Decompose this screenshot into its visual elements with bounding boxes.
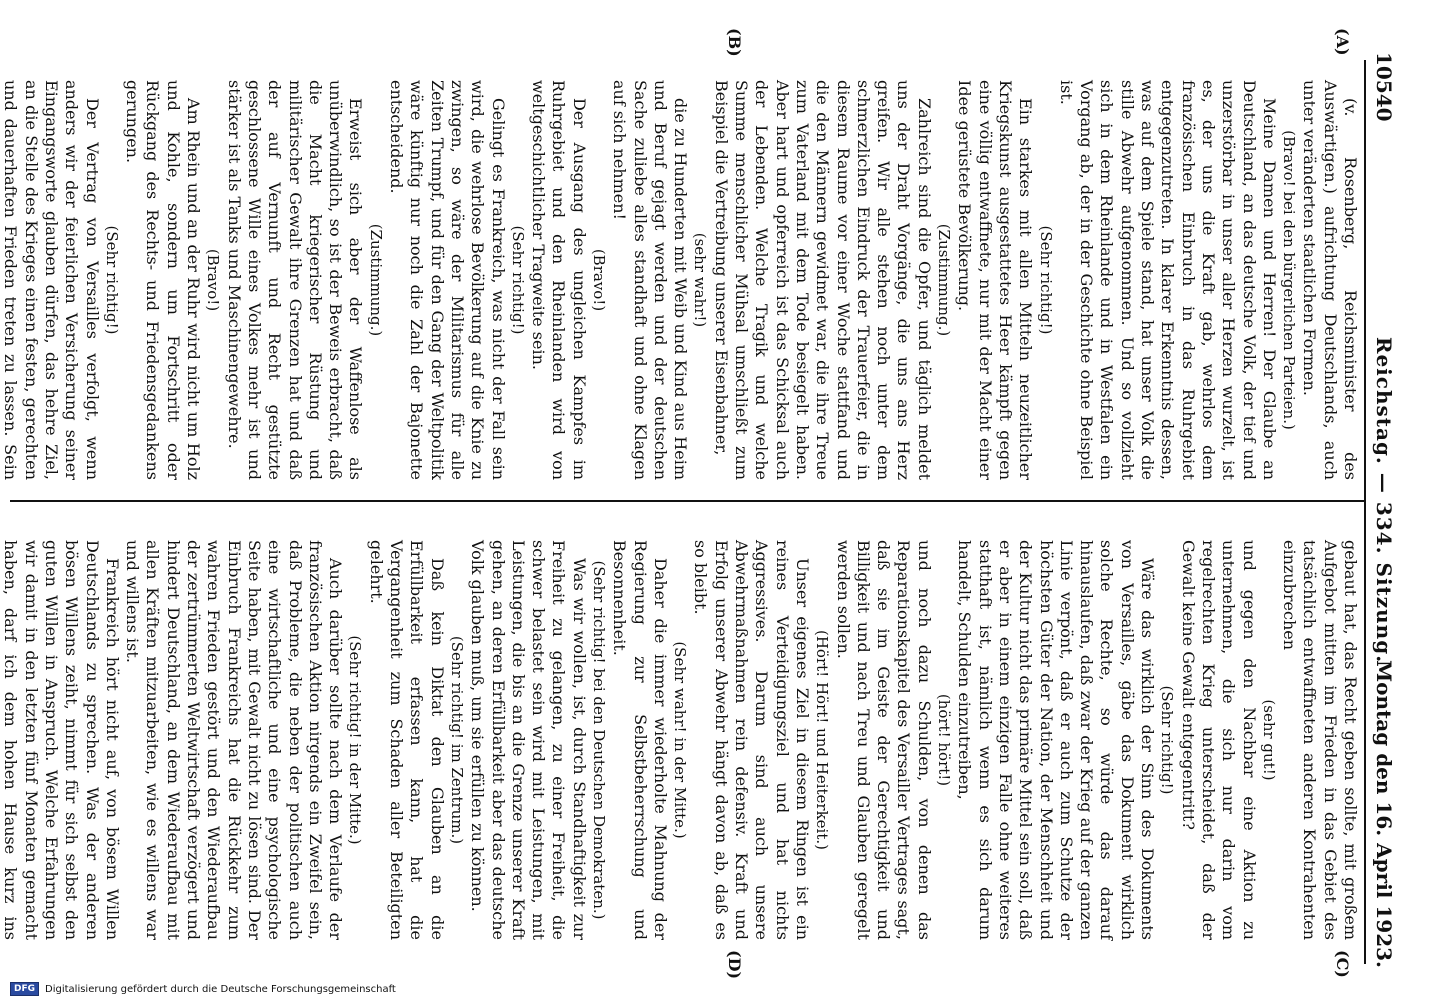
interjection: (Bravo!) xyxy=(204,248,223,312)
paragraph: Wäre das wirklich der Sinn des Dokuments von Versailles, gäbe das Dokument wirklich solche Rechte, so würde das darauf hinauslaufen, daß zwar der Krieg auf der ganzen Linie verpönt, daß er auch zum Schutze der höchsten Güter der Nation, der Menschheit und der Kultur nicht das primäre Mittel sein soll, daß er aber in einem einzigen Falle ohne weiteres statthaft ist, nämlich wenn es sich darum handelt, Schulden einzutreiben, xyxy=(955,540,1158,940)
interjection: (Sehr richtig! im Zentrum.) xyxy=(447,635,466,845)
interjection: (sehr gut!) xyxy=(1259,699,1278,781)
margin-marker-a: (A) xyxy=(1333,28,1352,56)
interjection: (Sehr richtig! in der Mitte.) xyxy=(346,635,365,845)
paragraph: Daher die immer wiederholte Mahnung der Regierung zur Selbstbeherrschung und Besonnenheit. xyxy=(610,540,670,940)
left-text-column xyxy=(0,80,1360,480)
margin-marker-b: (B) xyxy=(725,28,744,57)
paragraph: und gegen den Nachbar eine Aktion zu unternehmen, die sich nur darin vom regelrechten Krieg unterscheidet, daß der Gewalt keine Gewalt entgegentritt? xyxy=(1178,540,1259,940)
footer-credit: Digitalisierung gefördert durch die Deutsche Forschungsgemeinschaft xyxy=(45,983,396,995)
page-date: Montag den 16. April 1923. xyxy=(1372,660,1396,968)
paragraph: und noch dazu Schulden, von denen das Reparationskapitel des Versailler Vertrages sagt, daß sie im Geiste der Gerechtigkeit und Billigkeit und nach Treu und Glauben geregelt werden sollen. xyxy=(833,540,934,940)
paragraph: Frankreich hört nicht auf, von bösem Willen Deutschlands zu sprechen. Was der anderen bösen Willens zeiht, nimmt für sich selbst den guten Willen in Anspruch. Welche Erfahrungen wir damit in den letzten fünf Monaten gemacht haben, darf ich dem hohen Hause kurz ins xyxy=(1,540,122,940)
interjection: (Sehr richtig! bei den Deutschen Demokraten.) xyxy=(590,560,609,920)
paragraph: Der Vertrag von Versailles verfolgt, wenn anders wir der feierlichen Versicherung seiner Eingangsworte glauben dürfen, das hehre Ziel, an die Stelle des Krieges einen festen, gerechten und dauerhaften Frieden treten zu lassen. Sein xyxy=(1,80,102,480)
right-text-column xyxy=(0,540,1360,940)
page-number: 10540 xyxy=(1372,52,1396,122)
paragraph: Erweist sich aber der Waffenlose als unüberwindlich, so ist der Beweis erbracht, daß die Macht kriegerischer Rüstung und militärischer Gewalt ihre Grenzen hat und daß der auf Vernunft und Recht gestützte geschlossene Wille eines Volkes mehr ist und stärker ist als Tanks und Maschinengewehre. xyxy=(224,80,366,480)
interjection: (Bravo! bei den bürgerlichen Parteien.) xyxy=(1280,130,1299,430)
interjection: (Sehr richtig!) xyxy=(1158,685,1177,795)
interjection: (hört! hört!) xyxy=(935,693,954,787)
margin-marker-d: (D) xyxy=(725,950,744,980)
paragraph: (v. Rosenberg, Reichsminister des Auswärtigen.) aufrichtung Deutschlands, auch unter veränderten staatlichen Formen. xyxy=(1300,80,1360,480)
interjection: (Sehr richtig!) xyxy=(1036,225,1055,335)
paragraph: Zahlreich sind die Opfer, und täglich meldet uns der Draht Vorgänge, die uns ans Herz greifen. Wir alle stehen noch unter dem schmerzlichen Eindruck der Trauerfeier, die in diesem Raume vor einer Woche stattfand und die den Männern gewidmet war, die ihre Treue zum Vaterland mit dem Tode besiegelt haben. Aber hart und opferreich ist das Schicksal auch der Lebenden. Welche Tragik und welche Summe menschlicher Mühsal umschließt zum Beispiel die Vertreibung unserer Eisenbahner, xyxy=(711,80,934,480)
paragraph: Was wir wollen, ist, durch Standhaftigkeit zur Freiheit zu gelangen, zu einer Freiheit, die schwer belastet sein wird mit Leistungen, mit Leistungen, die bis an die Grenze unserer Kraft gehen, an deren Erfüllbarkeit aber das deutsche Volk glauben muß, um sie erfüllen zu können. xyxy=(468,540,589,940)
paragraph: Daß kein Diktat den Glauben an die Erfüllbarkeit erfassen kann, hat die Vergangenheit zum Schaden aller Beteiligten gelehrt. xyxy=(366,540,447,940)
interjection: (Sehr wahr! in der Mitte.) xyxy=(671,641,690,839)
dfg-logo: DFG xyxy=(10,982,39,996)
paragraph: die zu Hunderten mit Weib und Kind aus Heim und Beruf gejagt werden und der deutschen Sache zuliebe alles standhaft und ohne Klagen auf sich nehmen! xyxy=(610,80,691,480)
interjection: (Hört! Hört! und Heiterkeit.) xyxy=(813,630,832,850)
paragraph: gebaut hat, das Recht geben sollte, mit großem Aufgebot mitten im Frieden in das Gebiet des tatsächlich entwaffneten anderen Kontrahenten einzubrechen xyxy=(1280,540,1360,940)
interjection: (Zustimmung.) xyxy=(935,223,954,337)
margin-marker-c: (C) xyxy=(1333,950,1352,978)
paragraph: Der Ausgang des ungleichen Kampfes im Ruhrgebiet und den Rheinlanden wird von weltgeschichtlicher Tragweite sein. xyxy=(529,80,589,480)
interjection: (Bravo!) xyxy=(590,248,609,312)
paragraph: Gelingt es Frankreich, was nicht der Fall sein wird, die wehrlose Bevölkerung auf die Knie zu zwingen, so wäre der Militarismus für alle Zeiten Trumpf, und für den Gang der Weltpolitik wäre künftig nur noch die Zahl der Bajonette entscheidend. xyxy=(387,80,508,480)
page-footer xyxy=(10,982,396,996)
interjection: (Sehr richtig!) xyxy=(102,225,121,335)
interjection: (sehr wahr!) xyxy=(691,232,710,328)
column-divider xyxy=(10,500,1366,502)
interjection: (Zustimmung.) xyxy=(366,223,385,337)
paragraph: Meine Damen und Herren! Der Glaube an Deutschland, an das deutsche Volk, der tief und unzerstörbar in unser aller Herzen wurzelt, ist es, der uns die Kraft gab, wehrlos dem französischen Einbruch in das Ruhrgebiet entgegenzutreten. In klarer Erkenntnis dessen, was auf dem Spiele stand, hat unser Volk die stille Abwehr aufgenommen. Und so vollzieht sich in dem Rheinlande und in Westfalen ein Vorgang ab, der in der Geschichte ohne Beispiel ist. xyxy=(1056,80,1279,480)
paragraph: Auch darüber sollte nach dem Verlaufe der französischen Aktion nirgends ein Zweifel sein, daß Probleme, die neben der politischen auch eine wirtschaftliche und eine psychologische Seite haben, mit Gewalt nicht zu lösen sind. Der Einbruch Frankreichs hat die Rückkehr zum wahren Frieden gestört und den Wiederaufbau der zertrümmerten Weltwirtschaft verzögert und hindert Deutschland, an dem Wiederaufbau mit allen Kräften mitzuarbeiten, wie es willens war und willens ist. xyxy=(123,540,346,940)
header-rule xyxy=(1364,60,1366,964)
paragraph: Ein starkes mit allen Mitteln neuzeitlicher Kriegskunst ausgestattetes Heer kämpft gegen eine völlig entwaffnete, nur mit der Macht einer Idee gerüstete Bevölkerung. xyxy=(955,80,1036,480)
paragraph: Unser eigenes Ziel in diesem Ringen ist ein reines Verteidigungsziel und hat nichts Aggressives. Darum sind auch unsere Abwehrmaßnahmen rein defensiv. Kraft und Erfolg unserer Abwehr hängt davon ab, daß es so bleibt. xyxy=(691,540,812,940)
running-header: Reichstag. — 334. Sitzung. xyxy=(1372,336,1396,664)
interjection: (Sehr richtig!) xyxy=(508,225,527,335)
paragraph: Am Rhein und an der Ruhr wird nicht um Holz und Kohle, sondern um Fortschritt oder Rückgang des Rechts- und Friedensgedankens gerungen. xyxy=(123,80,204,480)
